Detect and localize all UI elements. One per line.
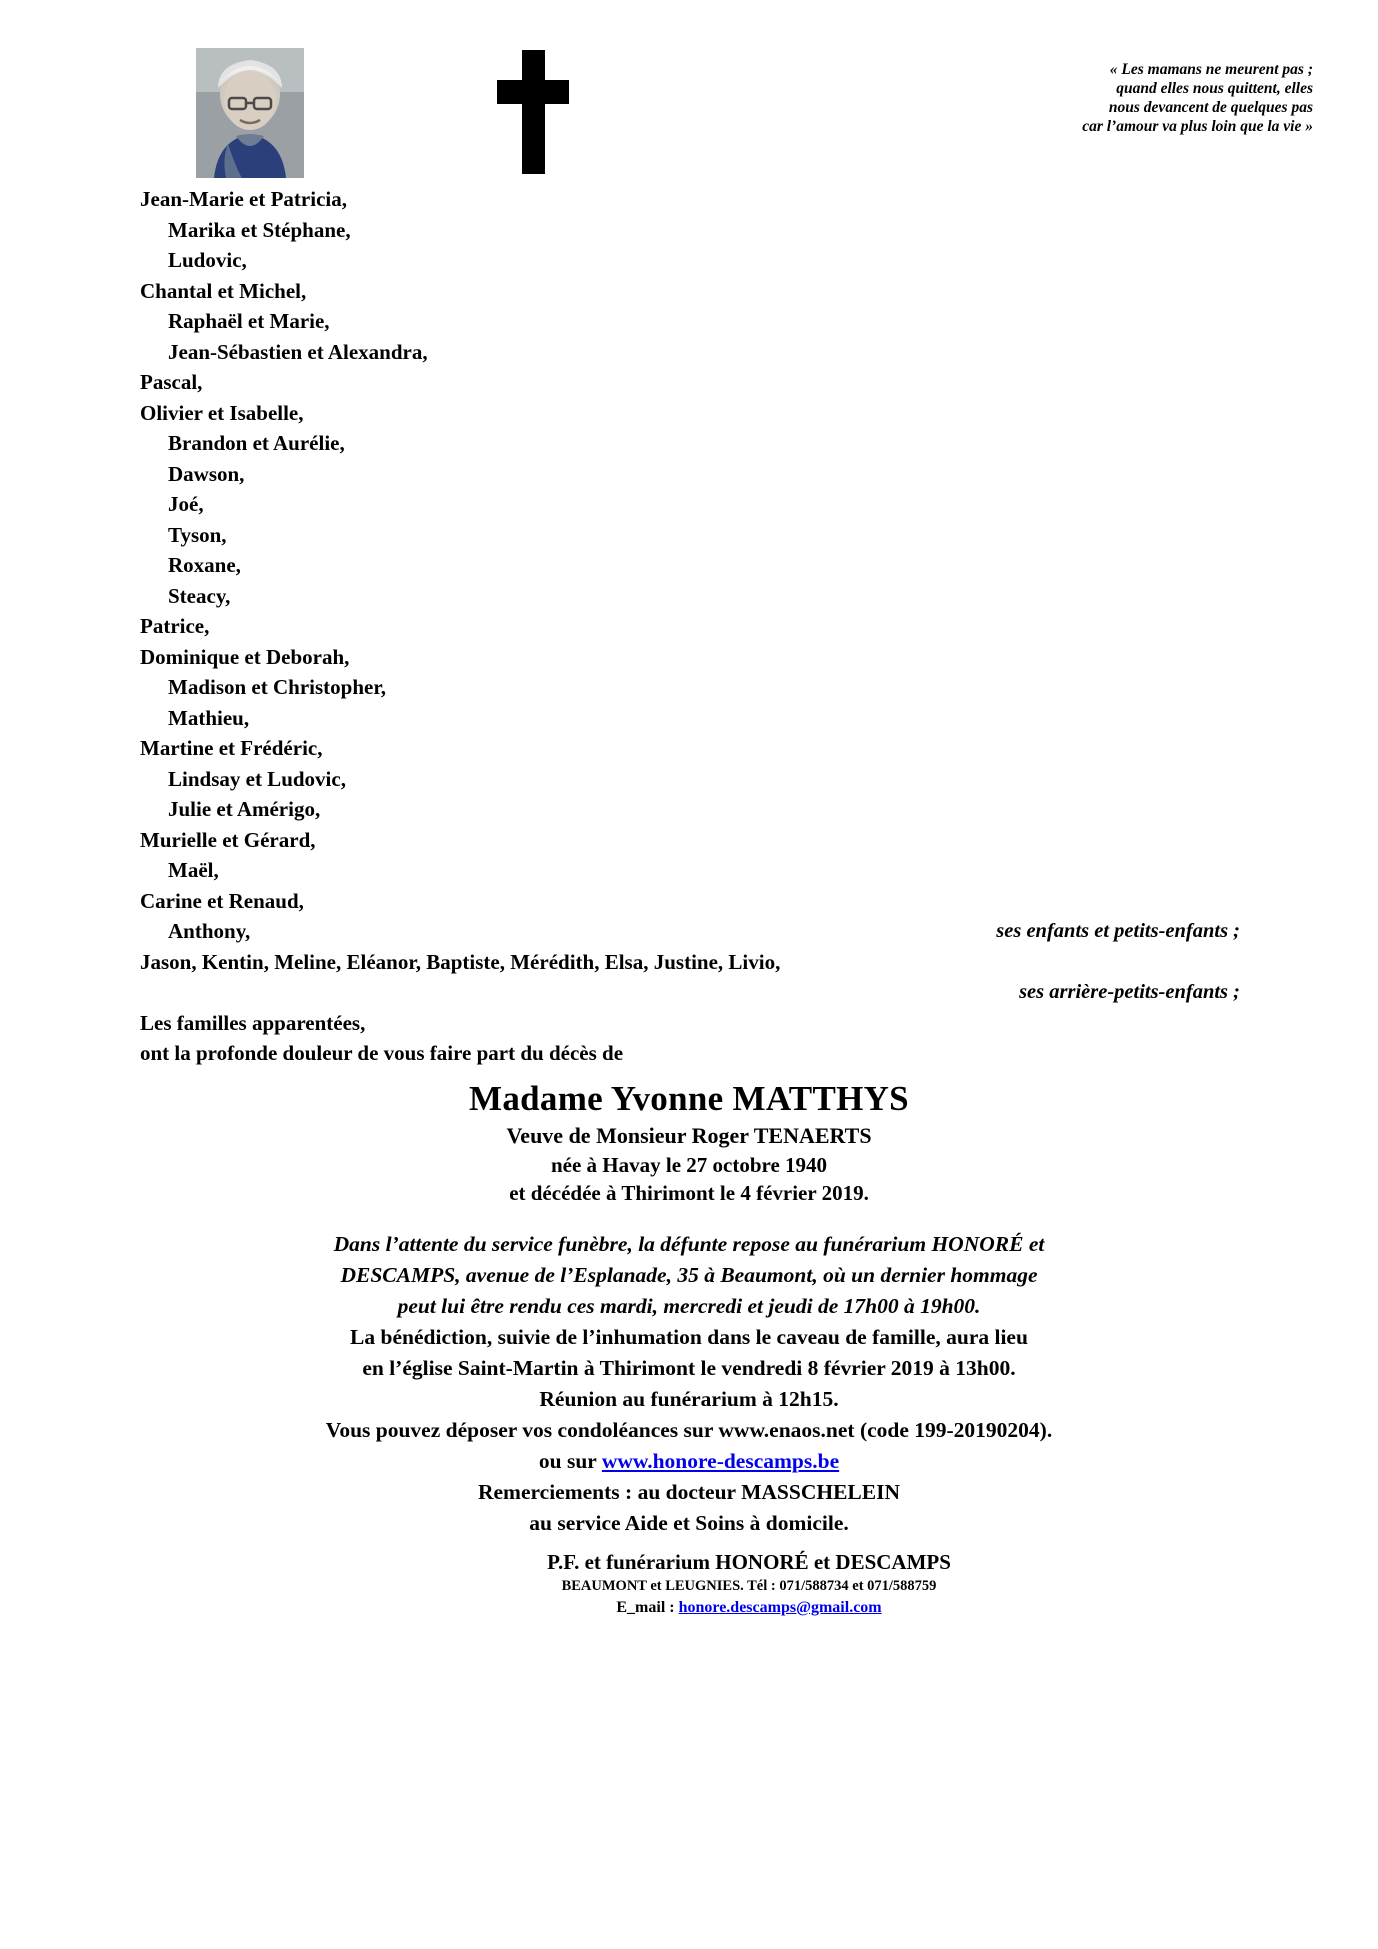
funeral-home-footer [0, 1549, 1378, 1619]
condolences-line: Vous pouvez déposer vos condoléances sur www.enaos.net (code 199-20190204). [325, 1417, 1053, 1442]
quote-line: quand elles nous quittent, elles [1116, 80, 1313, 97]
funeral-home-name: P.F. et funérarium HONORÉ et DESCAMPS [547, 1549, 951, 1574]
quote-line: car l’amour va plus loin que la vie » [1082, 118, 1313, 135]
family-member: Mathieu, [168, 705, 250, 730]
repose-line: Dans l’attente du service funèbre, la défunte repose au funérarium HONORÉ et [333, 1231, 1045, 1256]
family-member: Martine et Frédéric, [140, 736, 323, 760]
family-member: Carine et Renaud, [140, 888, 304, 913]
quote-line: nous devancent de quelques pas [1108, 99, 1313, 116]
benediction-line: en l’église Saint-Martin à Thirimont le vendredi 8 février 2019 à 13h00. [362, 1355, 1016, 1380]
card-header [0, 0, 1378, 180]
family-member: Olivier et Isabelle, [140, 400, 304, 425]
family-member: Jean-Marie et Patricia, [140, 187, 347, 211]
service-details [0, 1229, 1378, 1539]
family-member: Tyson, [168, 522, 227, 547]
thanks-line: Remerciements : au docteur MASSCHELEIN [477, 1479, 900, 1504]
deceased-birth: née à Havay le 27 octobre 1940 [550, 1152, 828, 1177]
family-member-row [140, 916, 1240, 947]
family-member: Joé, [168, 492, 204, 516]
latin-cross-icon [497, 50, 569, 174]
family-member: Anthony, [168, 919, 251, 943]
family-member: Julie et Amérigo, [168, 797, 321, 821]
website-line [0, 1446, 1378, 1477]
deceased-widow-of: Veuve de Monsieur Roger TENAERTS [506, 1122, 872, 1148]
deceased-name: Madame Yvonne MATTHYS [469, 1078, 909, 1118]
family-member: Maël, [168, 858, 219, 882]
children-relation-note: ses enfants et petits-enfants ; [996, 920, 1240, 942]
family-member: Jean-Sébastien et Alexandra, [168, 339, 428, 364]
family-member: Ludovic, [168, 248, 247, 272]
family-member: Marika et Stéphane, [168, 217, 351, 242]
email-label: E_mail : [616, 1598, 679, 1616]
family-member: Dominique et Deborah, [140, 644, 350, 669]
honore-descamps-link[interactable]: www.honore-descamps.be [601, 1448, 840, 1473]
family-member: Roxane, [168, 553, 241, 577]
family-member: Raphaël et Marie, [168, 309, 330, 333]
funeral-home-address: BEAUMONT et LEUGNIES. Tél : 071/588734 et 071/588759 [561, 1577, 937, 1594]
family-member: Brandon et Aurélie, [168, 431, 345, 455]
family-member: Dawson, [168, 461, 245, 486]
deceased-block [0, 1077, 1378, 1207]
repose-line: DESCAMPS, avenue de l’Esplanade, 35 à Beaumont, où un dernier hommage [340, 1262, 1038, 1287]
portrait-photo [196, 48, 304, 178]
funeral-home-email-line [0, 1596, 1378, 1619]
family-member: Madison et Christopher, [168, 675, 386, 699]
website-prefix: ou sur [538, 1448, 602, 1473]
great-grandchildren-relation-note: ses arrière-petits-enfants ; [1019, 981, 1240, 1003]
quote-line: « Les mamans ne meurent pas ; [1109, 61, 1313, 78]
family-member: Pascal, [140, 370, 203, 394]
family-list [0, 184, 1378, 1038]
email-link[interactable]: honore.descamps@gmail.com [678, 1598, 882, 1616]
repose-line: peut lui être rendu ces mardi, mercredi et jeudi de 17h00 à 19h00. [397, 1293, 981, 1318]
family-member: Patrice, [140, 614, 210, 638]
thanks-line: au service Aide et Soins à domicile. [529, 1510, 849, 1535]
deceased-death: et décédée à Thirimont le 4 février 2019. [509, 1180, 869, 1205]
announcement-line: ont la profonde douleur de vous faire part du décès de [140, 1041, 624, 1065]
memorial-quote [893, 60, 1313, 136]
related-families: Les familles apparentées, [140, 1010, 366, 1035]
great-grandchildren: Jason, Kentin, Meline, Eléanor, Baptiste, Mérédith, Elsa, Justine, Livio, [140, 949, 781, 974]
family-member: Murielle et Gérard, [140, 827, 316, 852]
benediction-line: La bénédiction, suivie de l’inhumation dans le caveau de famille, aura lieu [350, 1324, 1028, 1349]
family-member: Lindsay et Ludovic, [168, 766, 346, 791]
reunion-line: Réunion au funérarium à 12h15. [539, 1386, 839, 1411]
family-member: Chantal et Michel, [140, 278, 307, 303]
family-member: Steacy, [168, 583, 231, 608]
